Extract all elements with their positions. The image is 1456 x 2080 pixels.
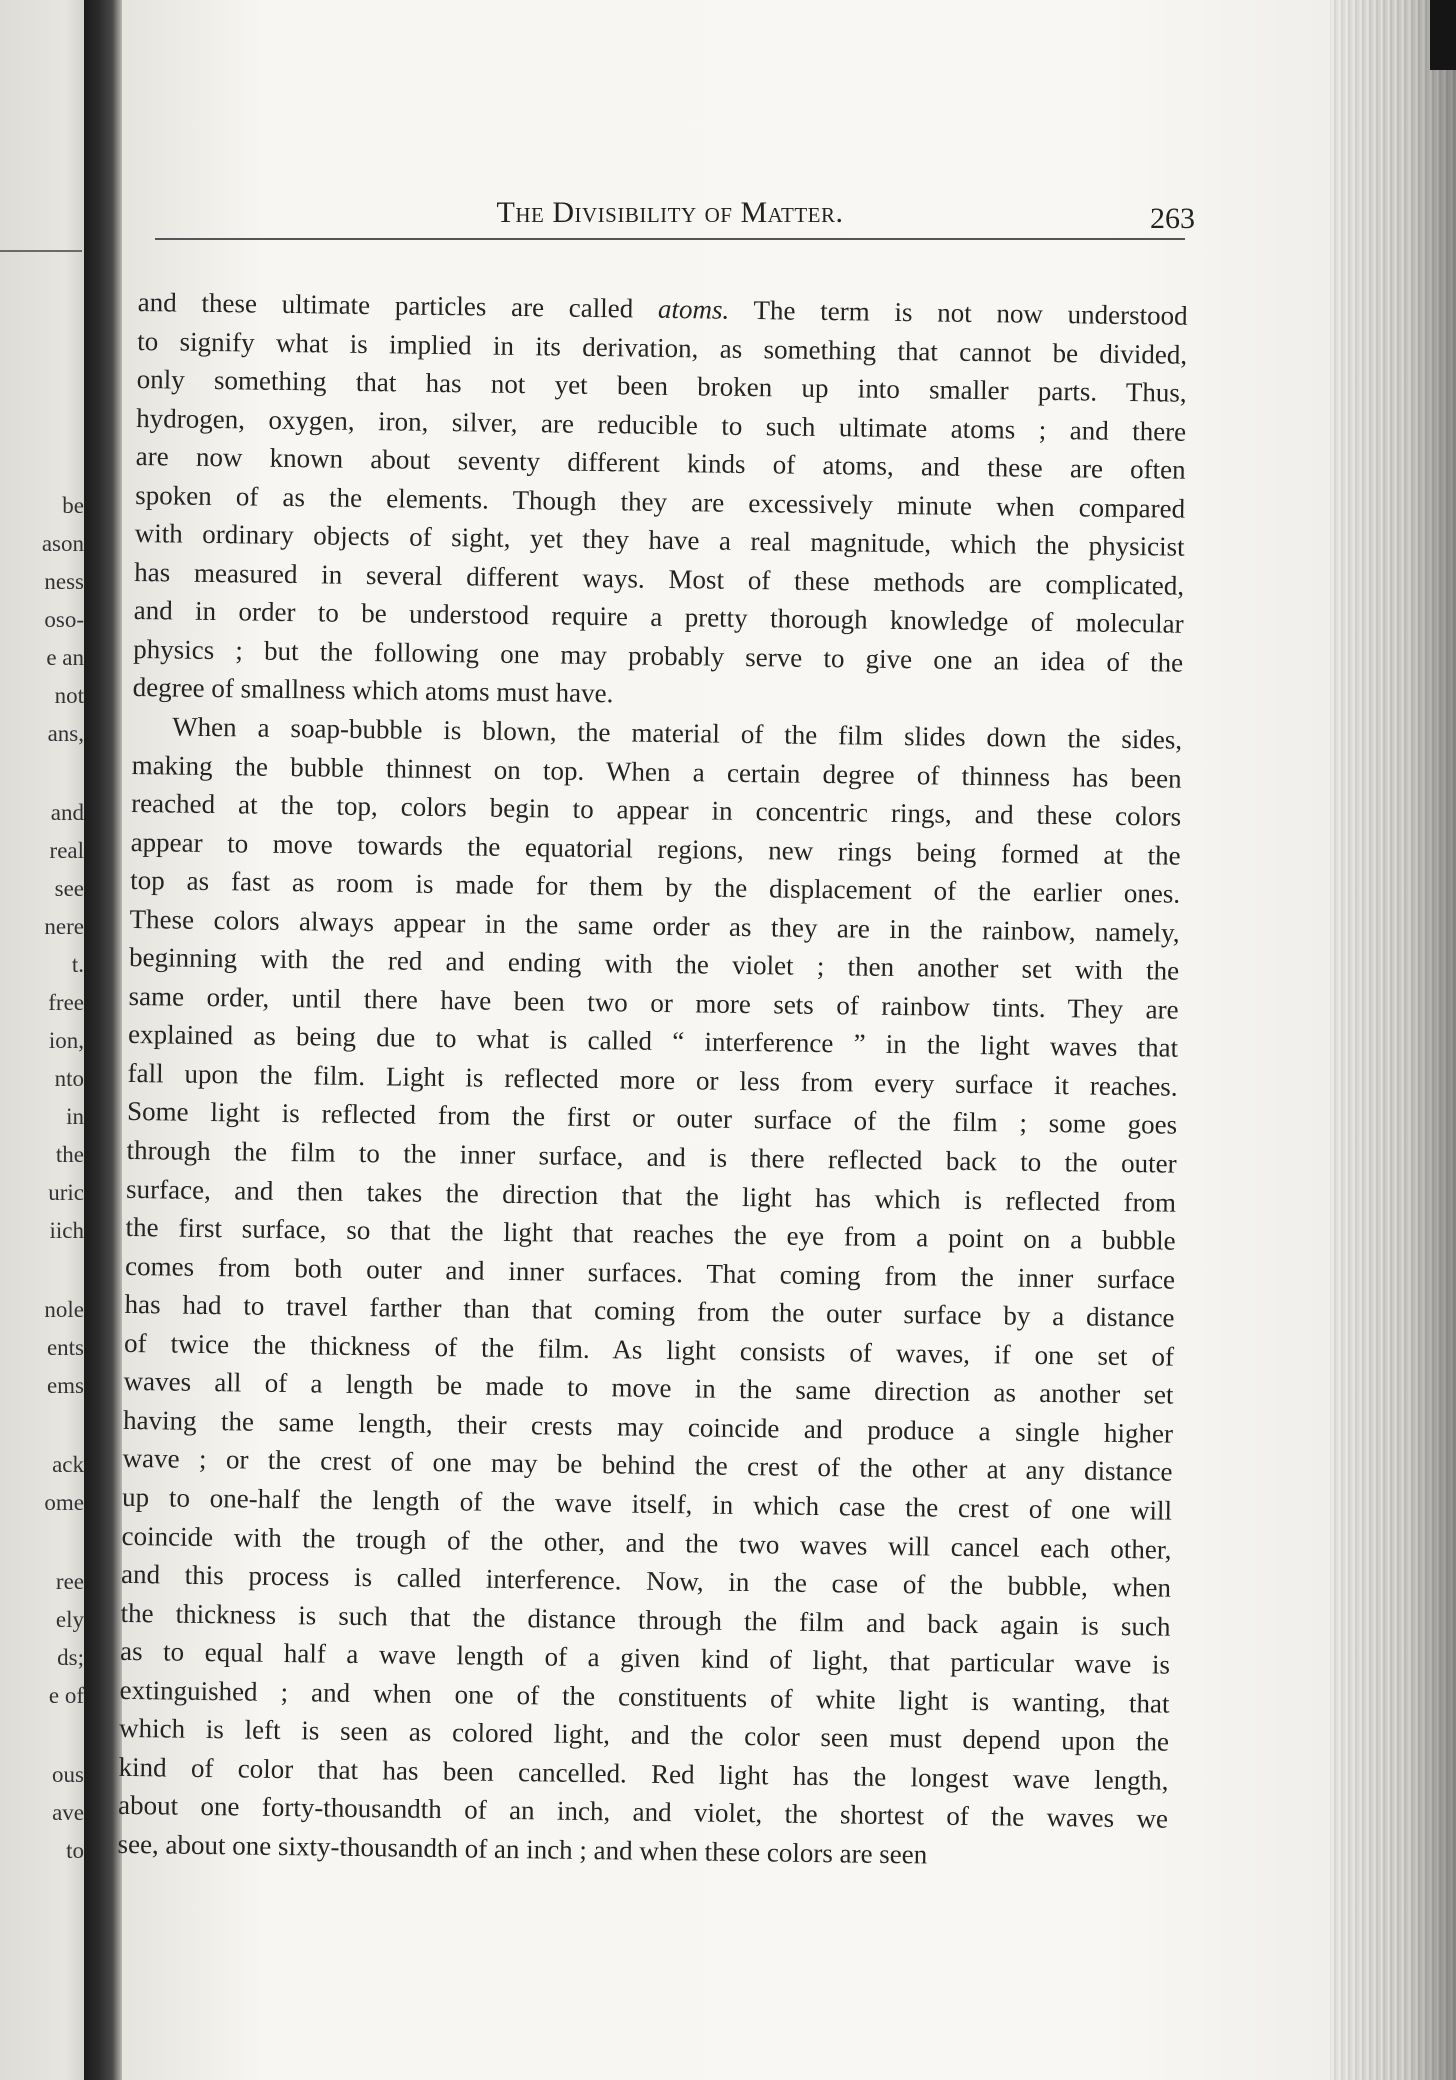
left-page-fragment: nole [44, 1297, 84, 1322]
text-line: explained as being due to what is called “ interference ” in the light waves that [127, 1019, 1179, 1064]
left-page-fragment: ans, [47, 721, 84, 746]
text-line: making the bubble thinnest on top. When a certain degree of thinness has been [131, 749, 1182, 794]
paragraph [117, 707, 1182, 1877]
text-line: When a soap-bubble is blown, the material of the film slides down the sides, [172, 711, 1183, 755]
left-page-fragment: iich [49, 1218, 84, 1243]
text-line: having the same length, their crests may coincide and produce a single higher [122, 1404, 1174, 1449]
text-line: only something that has not yet been broken up into smaller parts. Thus, [136, 364, 1187, 408]
text-line: up to one-half the length of the wave itself, in which case the crest of one will [121, 1481, 1173, 1526]
text-line: with ordinary objects of sight, yet they have a real magnitude, which the physicist [134, 518, 1185, 563]
left-page-text-fragments [0, 0, 84, 2080]
text-line: kind of color that has been cancelled. Red light has the longest wave length, [118, 1751, 1169, 1796]
left-page-fragment: ents [46, 1335, 84, 1360]
left-page-fragment: ds; [57, 1645, 84, 1670]
text-line: These colors always appear in the same order as they are in the rainbow, namely, [129, 903, 1180, 948]
text-line: top as fast as room is made for them by the displacement of the earlier ones. [129, 865, 1181, 909]
text-line: see, about one sixty-thousandth of an inch ; and when these colors are seen [117, 1828, 928, 1870]
left-page-fragment: ems [46, 1373, 84, 1398]
header-rule [155, 238, 1185, 240]
left-page-fragment: and [50, 800, 84, 825]
text-line: the thickness is such that the distance through the film and back again is such [120, 1597, 1171, 1642]
text-line: and in order to be understood require a pretty thorough knowledge of molecular [133, 595, 1184, 640]
left-page-fragment: ome [44, 1490, 84, 1515]
left-page-fragment: oso- [44, 607, 84, 632]
text-line: to signify what is implied in its derivation, as something that cannot be divided, [137, 325, 1188, 370]
left-page-fragment: ous [52, 1762, 84, 1787]
text-segment: The term is not now understood [729, 294, 1188, 331]
text-line: waves all of a length be made to move in the same direction as another set [123, 1366, 1174, 1410]
left-page-fragment: ness [44, 569, 84, 594]
text-line: through the film to the inner surface, and is there reflected back to the outer [126, 1134, 1177, 1179]
page-header [155, 196, 1195, 244]
text-line: the first surface, so that the light that reaches the eye from a point on a bubble [125, 1212, 1176, 1256]
text-line: spoken of as the elements. Though they are excessively minute when compared [135, 479, 1186, 524]
left-page-fragment: ion, [48, 1028, 84, 1053]
text-line: and this process is called interference. Now, in the case of the bubble, when [120, 1558, 1172, 1603]
text-line: about one forty-thousandth of an inch, and violet, the shortest of the waves we [117, 1790, 1169, 1834]
scan-background-corner [1430, 0, 1456, 70]
left-page-fragment: t. [71, 952, 84, 977]
text-line: coincide with the trough of the other, and the two waves will cancel each other, [121, 1520, 1172, 1565]
text-line: wave ; or the crest of one may be behind the crest of the other at any distance [122, 1443, 1173, 1488]
text-line: which is left is seen as colored light, and the color seen must depend upon the [118, 1713, 1170, 1757]
text-line: surface, and then takes the direction that the light has which is reflected from [125, 1173, 1177, 1218]
left-page-fragment: ack [52, 1452, 84, 1477]
text-line: beginning with the red and ending with the violet ; then another set with the [128, 942, 1180, 986]
left-page-fragment: ely [55, 1607, 84, 1632]
left-page-fragment: e of [48, 1683, 84, 1708]
left-page-fragment: the [55, 1142, 84, 1167]
book-gutter [84, 0, 122, 2080]
text-line: comes from both outer and inner surfaces. That coming from the inner surface [124, 1250, 1176, 1295]
left-page-fragment: ason [41, 531, 84, 556]
page-edges [1330, 0, 1456, 2080]
left-page-fragment: e an [46, 645, 84, 670]
text-line: hydrogen, oxygen, iron, silver, are reducible to such ultimate atoms ; and there [136, 402, 1187, 447]
running-head: The Divisibility of Matter. [496, 196, 844, 229]
text-line: are now known about seventy different kinds of atoms, and these are often [135, 441, 1186, 485]
text-line: extinguished ; and when one of the constituents of white light is wanting, that [119, 1674, 1170, 1719]
left-page-fragment: not [54, 683, 84, 708]
text-line: Some light is reflected from the first or outer surface of the film ; some goes [126, 1096, 1178, 1141]
left-page-fragment: free [48, 990, 84, 1015]
text-line: reached at the top, colors begin to appear in concentric rings, and these colors [130, 788, 1182, 832]
text-line: has had to travel farther than that coming from the outer surface by a distance [124, 1289, 1175, 1333]
text-line: of twice the thickness of the film. As light consists of waves, if one set of [123, 1327, 1175, 1372]
left-page-fragment: uric [48, 1180, 84, 1205]
text-line: fall upon the film. Light is reflected more or less from every surface it reaches. [127, 1057, 1178, 1102]
text-segment: and these ultimate particles are called [137, 286, 659, 324]
left-page-fragment: in [66, 1104, 84, 1129]
body-text [117, 283, 1188, 1877]
left-page-fragment: see [54, 876, 84, 901]
text-line: has measured in several different ways. Most of these methods are complicated, [134, 556, 1185, 601]
left-page-edge [0, 0, 92, 2080]
text-line: degree of smallness which atoms must have. [132, 672, 614, 709]
text-line: appear to move towards the equatorial regions, new rings being formed at the [130, 826, 1181, 871]
text-line: same order, until there have been two or more sets of rainbow tints. They are [128, 980, 1179, 1025]
left-page-fragment: to [66, 1838, 84, 1863]
left-page-fragment: nere [44, 914, 84, 939]
left-page-fragment: nto [54, 1066, 84, 1091]
left-page-fragment: be [62, 493, 84, 518]
text-line: as to equal half a wave length of a given kind of light, that particular wave is [119, 1636, 1171, 1680]
italic-term: atoms. [657, 293, 730, 325]
page-number: 263 [1150, 202, 1195, 235]
text-line: physics ; but the following one may probably serve to give one an idea of the [133, 633, 1184, 678]
left-page-fragment: ree [55, 1569, 84, 1594]
left-page-fragment: ave [52, 1800, 84, 1825]
left-page-fragment: real [49, 838, 84, 863]
paragraph [132, 283, 1187, 721]
